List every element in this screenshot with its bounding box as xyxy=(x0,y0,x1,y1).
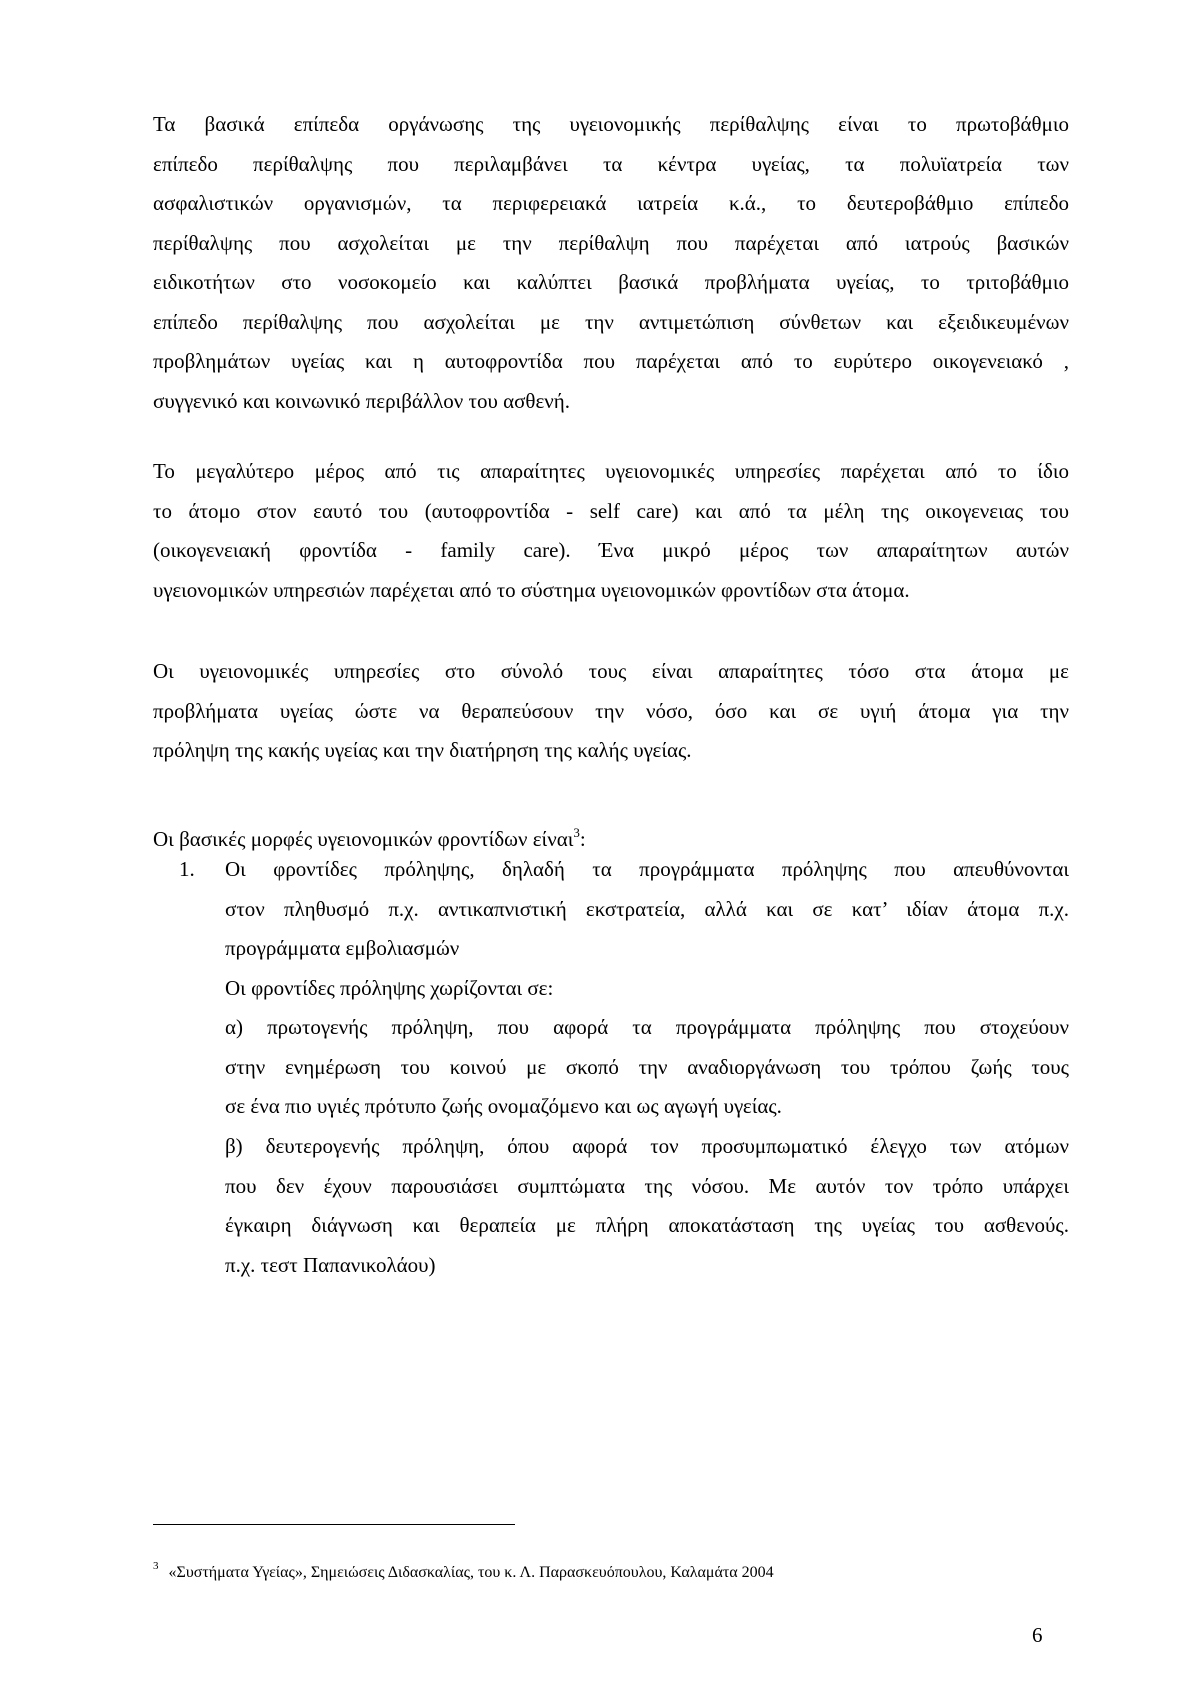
text-line: στην ενημέρωση του κοινού με σκοπό την αναδιοργάνωση του τρόπου ζωής τους xyxy=(225,1054,1069,1079)
text-line: (οικογενειακή φροντίδα - family care). Ένα μικρό μέρος των απαραίτητων αυτών xyxy=(153,538,1069,562)
text-line: Οι φροντίδες πρόληψης, δηλαδή τα προγράμματα πρόληψης που απευθύνονται xyxy=(225,857,1069,881)
prevention-subheading: Οι φροντίδες πρόληψης χωρίζονται σε: xyxy=(225,975,554,1000)
text-line: που δεν έχουν παρουσιάσει συμπτώματα της νόσου. Με αυτόν τον τρόπο υπάρχει xyxy=(225,1173,1069,1198)
text-line: π.χ. τεστ Παπανικολάου) xyxy=(225,1252,436,1277)
text-line: Τα βασικά επίπεδα οργάνωσης της υγειονομικής περίθαλψης είναι το πρωτοβάθμιο xyxy=(153,112,1069,136)
footnote-separator xyxy=(153,1524,515,1525)
text-line: Το μεγαλύτερο μέρος από τις απαραίτητες υγειονομικές υπηρεσίες παρέχεται από το ίδιο xyxy=(153,459,1069,483)
forms-heading-suffix: : xyxy=(579,827,586,851)
footnote xyxy=(153,1555,774,1584)
text-line: υγειονομικών υπηρεσιών παρέχεται από το σύστημα υγειονομικών φροντίδων στα άτομα. xyxy=(153,577,910,602)
paragraph-levels-of-care xyxy=(153,105,1069,421)
text-line: α) πρωτογενής πρόληψη, που αφορά τα προγράμματα πρόληψης που στοχεύουν xyxy=(225,1015,1069,1039)
text-line: προγράμματα εμβολιασμών xyxy=(225,936,460,960)
paragraph-self-care xyxy=(153,452,1069,610)
list-number: 1. xyxy=(179,857,195,881)
footnote-reference: 3 xyxy=(573,825,580,840)
forms-heading-text: Οι βασικές μορφές υγειονομικών φροντίδων είναι xyxy=(153,827,574,851)
forms-heading xyxy=(153,818,586,854)
text-line: σε ένα πιο υγιές πρότυπο ζωής ονομαζόμενο και ως αγωγή υγείας. xyxy=(225,1094,782,1118)
text-line: περίθαλψης που ασχολείται με την περίθαλψη που παρέχεται από ιατρούς βασικών xyxy=(153,230,1069,255)
footnote-text: «Συστήματα Υγείας», Σημειώσεις Διδασκαλίας, του κ. Λ. Παρασκευόπουλου, Καλαμάτα 2004 xyxy=(168,1564,774,1581)
text-line: ασφαλιστικών οργανισμών, τα περιφερειακά ιατρεία κ.ά., το δευτεροβάθμιο επίπεδο xyxy=(153,191,1069,215)
text-line: ειδικοτήτων στο νοσοκομείο και καλύπτει βασικά προβλήματα υγείας, το τριτοβάθμιο xyxy=(153,270,1069,294)
text-line: επίπεδο περίθαλψης που περιλαμβάνει τα κέντρα υγείας, τα πολυϊατρεία των xyxy=(153,151,1069,176)
page-number: 6 xyxy=(1032,1623,1043,1647)
text-line: στον πληθυσμό π.χ. αντικαπνιστική εκστρατεία, αλλά και σε κατ’ ιδίαν άτομα π.χ. xyxy=(225,896,1069,921)
text-line: έγκαιρη διάγνωση και θεραπεία με πλήρη αποκατάσταση της υγείας του ασθενούς. xyxy=(225,1213,1069,1237)
sub-item-secondary-prevention xyxy=(225,1127,1069,1285)
text-line: Οι υγειονομικές υπηρεσίες στο σύνολό τους είναι απαραίτητες τόσο στα άτομα με xyxy=(153,659,1069,683)
sub-item-primary-prevention xyxy=(225,1008,1069,1127)
footnote-marker: 3 xyxy=(153,1560,159,1572)
text-line: προβλημάτων υγείας και η αυτοφροντίδα που παρέχεται από το ευρύτερο οικογενειακό , xyxy=(153,349,1069,373)
text-line: το άτομο στον εαυτό του (αυτοφροντίδα - self care) και από τα μέλη της οικογενειας του xyxy=(153,498,1069,523)
text-line: πρόληψη της κακής υγείας και την διατήρηση της καλής υγείας. xyxy=(153,738,692,762)
paragraph-health-services xyxy=(153,652,1069,771)
text-line: προβλήματα υγείας ώστε να θεραπεύσουν την νόσο, όσο και σε υγιή άτομα για την xyxy=(153,698,1069,723)
text-line: β) δευτερογενής πρόληψη, όπου αφορά τον προσυμπωματικό έλεγχο των ατόμων xyxy=(225,1134,1069,1158)
text-line: επίπεδο περίθαλψης που ασχολείται με την αντιμετώπιση σύνθετων και εξειδικευμένων xyxy=(153,309,1069,334)
text-line: συγγενικό και κοινωνικό περιβάλλον του ασθενή. xyxy=(153,388,571,413)
list-item-prevention xyxy=(225,850,1069,1008)
